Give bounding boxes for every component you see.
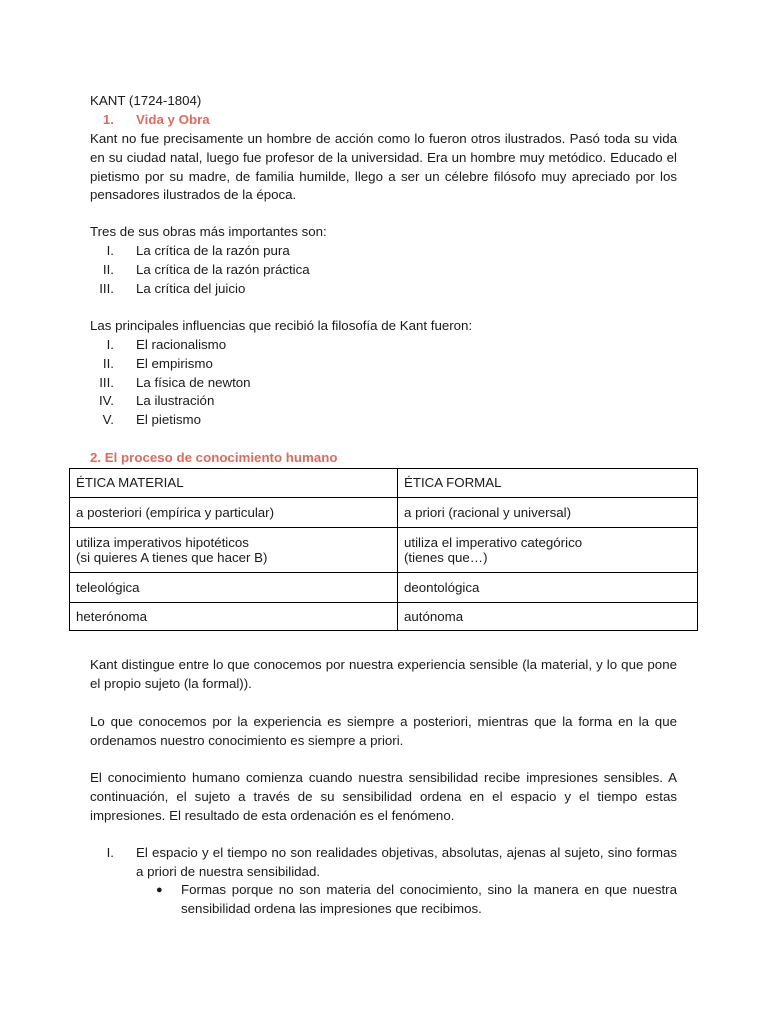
- list-item: [90, 280, 677, 299]
- table-header-cell: ÉTICA FORMAL: [398, 469, 698, 498]
- section-1-heading: [90, 111, 677, 130]
- list-text: La física de newton: [136, 374, 251, 390]
- table-cell: heterónoma: [70, 603, 398, 631]
- list-number: III.: [99, 280, 114, 296]
- list-item: [90, 411, 677, 430]
- table-cell: deontológica: [398, 573, 698, 603]
- table-cell: utiliza el imperativo categórico (tienes que…): [398, 528, 698, 573]
- list-text: La ilustración: [136, 393, 215, 409]
- list-item: [90, 392, 677, 411]
- point-number: I.: [106, 845, 114, 860]
- list-text: El empirismo: [136, 355, 213, 371]
- table-header-cell: ÉTICA MATERIAL: [70, 469, 398, 498]
- list-item: [90, 242, 677, 261]
- list-item: [90, 355, 677, 374]
- list-number: I.: [106, 337, 114, 352]
- intro-paragraph: Kant no fue precisamente un hombre de acción como lo fueron otros ilustrados. Pasó toda su vida en su ciudad natal, luego fue profesor de la universidad. Era un hombre muy metódico. Educado el pietismo por su madre, de familia humilde, llego a ser un célebre filósofo muy apreciado por los pensadores ilustrados de la época.: [90, 131, 677, 203]
- list-number: IV.: [98, 393, 114, 409]
- paragraph-2: Lo que conocemos por la experiencia es siempre a posteriori, mientras que la forma en la que ordenamos nuestro conocimiento es siempre a priori.: [90, 714, 677, 748]
- list-item: [90, 374, 677, 393]
- table-cell: teleológica: [70, 573, 398, 603]
- list-number: II.: [102, 355, 114, 371]
- table-cell: autónoma: [398, 603, 698, 631]
- list-text: La crítica de la razón pura: [136, 243, 290, 258]
- table-row: [70, 528, 698, 573]
- paragraph-3: El conocimiento humano comienza cuando nuestra sensibilidad recibe impresiones sensibles. A continuación, el sujeto a través de su sensibilidad ordena en el espacio y el tiempo estas impresiones. El resultado de esta ordenación es el fenómeno.: [90, 770, 677, 823]
- influences-intro: Las principales influencias que recibió la filosofía de Kant fueron:: [90, 318, 473, 333]
- bullet-icon: ●: [156, 884, 163, 896]
- list-text: El racionalismo: [136, 337, 227, 352]
- list-item: [90, 336, 677, 355]
- list-text: La crítica del juicio: [136, 280, 246, 296]
- table-cell: a priori (racional y universal): [398, 498, 698, 528]
- table-row: [70, 573, 698, 603]
- bullet-text: Formas porque no son materia del conocimiento, sino la manera en que nuestra sensibilidad ordena las impresiones que recibimos.: [181, 882, 677, 916]
- influences-list: [90, 336, 677, 430]
- list-number: V.: [102, 412, 114, 428]
- table-row: [70, 498, 698, 528]
- list-number: I.: [106, 243, 114, 258]
- table-cell: a posteriori (empírica y particular): [70, 498, 398, 528]
- table-cell: utiliza imperativos hipotéticos (si quieres A tienes que hacer B): [70, 528, 398, 573]
- section-1-number: 1.: [102, 112, 114, 127]
- table-row: [70, 603, 698, 631]
- ethics-table: [69, 468, 698, 631]
- works-list: [90, 242, 677, 298]
- list-number: II.: [102, 261, 114, 277]
- paragraph-1: Kant distingue entre lo que conocemos por nuestra experiencia sensible (la material, y lo que pone el propio sujeto (la formal)).: [90, 657, 677, 691]
- list-text: El pietismo: [136, 412, 202, 428]
- section-1-title: Vida y Obra: [136, 112, 210, 127]
- doc-title: KANT (1724-1804): [90, 93, 202, 108]
- section-2-heading: 2. El proceso de conocimiento humano: [90, 450, 338, 465]
- table-header-row: [70, 469, 698, 498]
- list-text: La crítica de la razón práctica: [136, 261, 310, 277]
- list-number: III.: [99, 374, 114, 390]
- point-text: El espacio y el tiempo no son realidades objetivas, absolutas, ajenas al sujeto, sino formas a priori de nuestra sensibilidad.: [136, 845, 677, 879]
- works-intro: Tres de sus obras más importantes son:: [90, 224, 327, 239]
- list-item: [90, 261, 677, 280]
